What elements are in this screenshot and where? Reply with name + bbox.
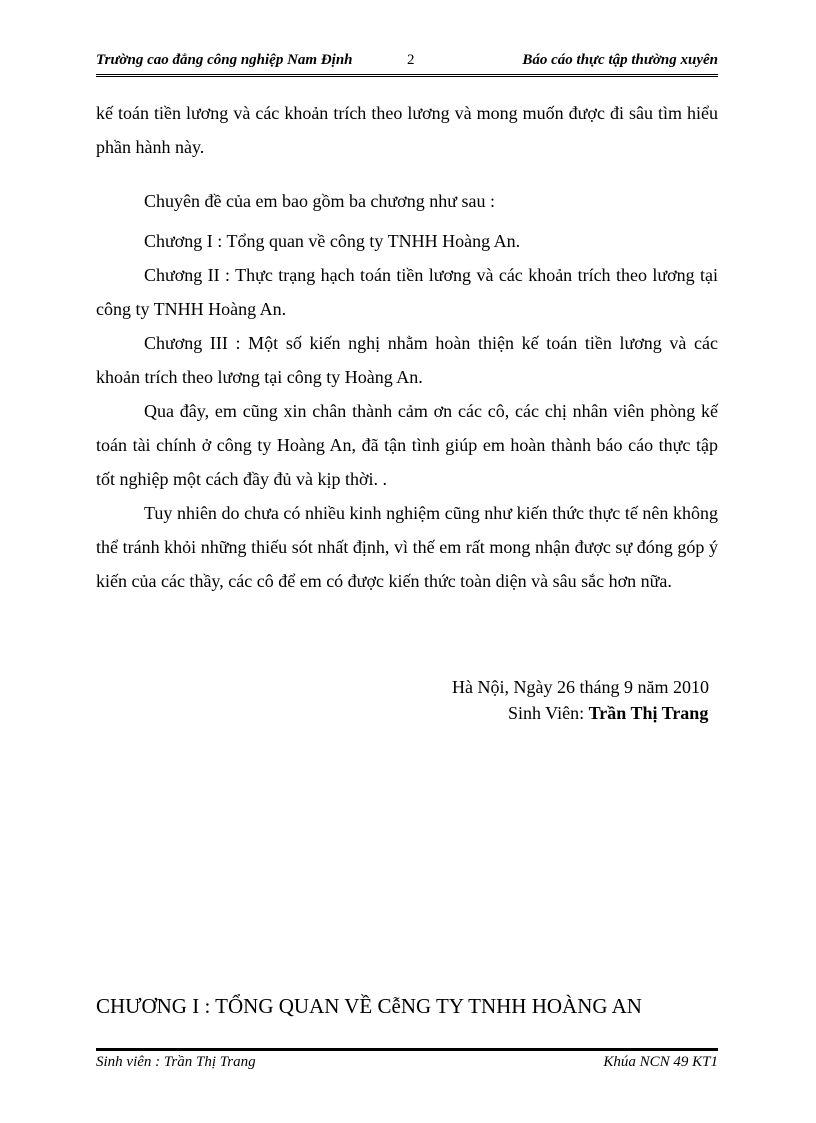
paragraph-chapter-3: Chương III : Một số kiến nghị nhằm hoàn thiện kế toán tiền lương và các khoản trích theo lương tại công ty Hoàng An. xyxy=(96,333,718,387)
header-school-name: Trường cao đẳng công nghiệp Nam Định xyxy=(96,52,353,68)
paragraph-continuation: kế toán tiền lương và các khoản trích theo lương và mong muốn được đi sâu tìm hiểu phần hành này. xyxy=(96,103,718,157)
header-report-title: Báo cáo thực tập thường xuyên xyxy=(522,52,718,68)
header-divider xyxy=(96,74,718,77)
footer-student-name: Sinh viên : Trần Thị Trang xyxy=(96,1054,256,1070)
signature-student xyxy=(452,700,709,726)
body-text xyxy=(96,96,718,598)
footer-divider xyxy=(96,1048,718,1051)
signature-block xyxy=(452,674,709,726)
paragraph-closing: Tuy nhiên do chưa có nhiều kinh nghiệm cũng như kiến thức thực tế nên không thể tránh khỏi những thiếu sót nhất định, vì thế em rất mong nhận được sự đóng góp ý kiến của các thầy, các cô để em có được kiến thức toàn diện và sâu sắc hơn nữa. xyxy=(96,503,718,591)
paragraph-chapter-1: Chương I : Tổng quan về công ty TNHH Hoàng An. xyxy=(144,231,521,251)
footer-class-code: Khúa NCN 49 KT1 xyxy=(603,1054,718,1070)
paragraph-thanks: Qua đây, em cũng xin chân thành cảm ơn các cô, các chị nhân viên phòng kế toán tài chính ở công ty Hoàng An, đã tận tình giúp em hoàn thành báo cáo thực tập tốt nghiệp một cách đầy đủ và kịp thời. . xyxy=(96,401,718,489)
page-footer xyxy=(96,1054,718,1076)
paragraph-chapters-intro: Chuyên đề của em bao gồm ba chương như sau : xyxy=(144,191,495,211)
signature-student-name: Trần Thị Trang xyxy=(588,703,709,723)
signature-date: Hà Nội, Ngày 26 tháng 9 năm 2010 xyxy=(452,677,709,697)
signature-student-label: Sinh Viên: xyxy=(508,703,585,723)
page-header xyxy=(96,52,718,74)
paragraph-chapter-2: Chương II : Thực trạng hạch toán tiền lương và các khoản trích theo lương tại công ty TNHH Hoàng An. xyxy=(96,265,718,319)
header-page-number: 2 xyxy=(407,52,415,68)
chapter-heading: CHƯƠNG I : TỔNG QUAN VỀ CễNG TY TNHH HOÀNG AN xyxy=(96,994,642,1018)
